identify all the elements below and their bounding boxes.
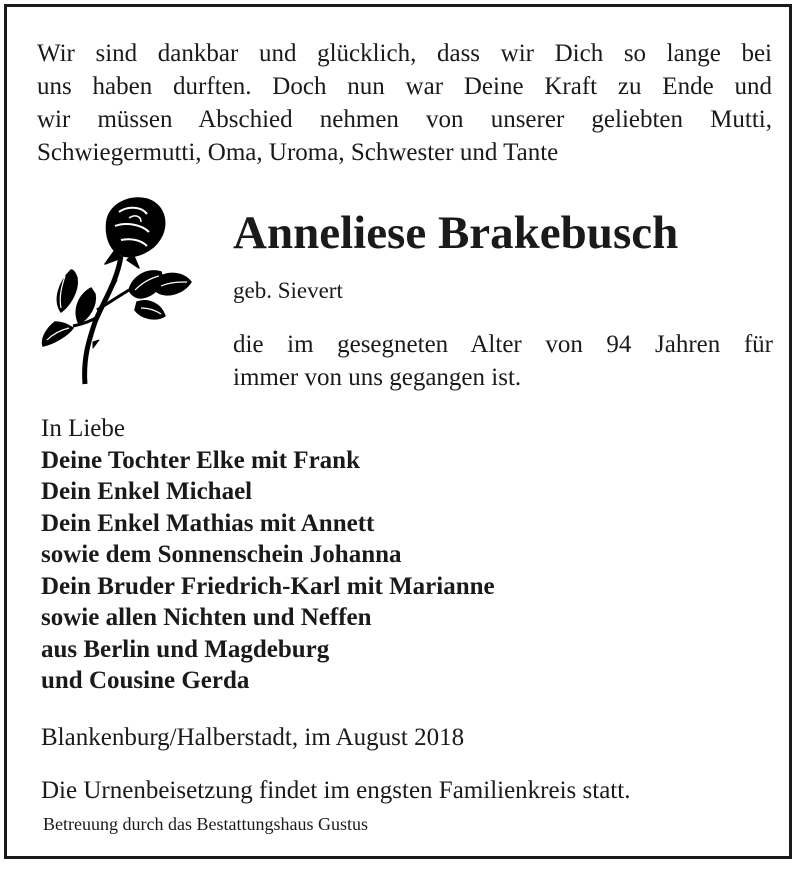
funeral-home-note: Betreuung durch das Bestattungshaus Gustus	[43, 814, 368, 834]
mourners-lead: In Liebe	[41, 415, 125, 442]
age-line: die im gesegneten Alter von 94 Jahren für	[233, 331, 773, 358]
age-statement	[233, 328, 773, 394]
intro-line: uns haben durften. Doch nun war Deine Kraft zu Ende und	[37, 73, 772, 100]
mourner-name: Dein Enkel Michael	[41, 478, 253, 505]
place-date: Blankenburg/Halberstadt, im August 2018	[41, 724, 465, 751]
mourner-name: sowie dem Sonnenschein Johanna	[41, 541, 402, 568]
obituary-frame	[4, 4, 792, 859]
burial-note: Die Urnenbeisetzung findet im engsten Familienkreis statt.	[41, 777, 631, 804]
mourners-list	[41, 413, 495, 697]
intro-line: wir müssen Abschied nehmen von unserer geliebten Mutti,	[37, 106, 772, 133]
intro-line: Wir sind dankbar und glücklich, dass wir Dich so lange bei	[37, 40, 772, 67]
mourner-name: Deine Tochter Elke mit Frank	[41, 446, 360, 474]
mourner-name: Dein Enkel Mathias mit Annett	[41, 509, 375, 537]
mourner-name: Dein Bruder Friedrich-Karl mit Marianne	[41, 572, 495, 600]
mourner-name: sowie allen Nichten und Neffen	[41, 604, 372, 631]
intro-text	[37, 37, 772, 169]
intro-line: Schwiegermutti, Oma, Uroma, Schwester und Tante	[37, 139, 559, 166]
rose-icon	[37, 192, 195, 387]
mourner-name: und Cousine Gerda	[41, 667, 250, 694]
deceased-name: Anneliese Brakebusch	[233, 207, 679, 259]
age-line: immer von uns gegangen ist.	[233, 364, 522, 391]
birth-name: geb. Sievert	[233, 278, 343, 303]
mourner-name: aus Berlin und Magdeburg	[41, 635, 330, 663]
